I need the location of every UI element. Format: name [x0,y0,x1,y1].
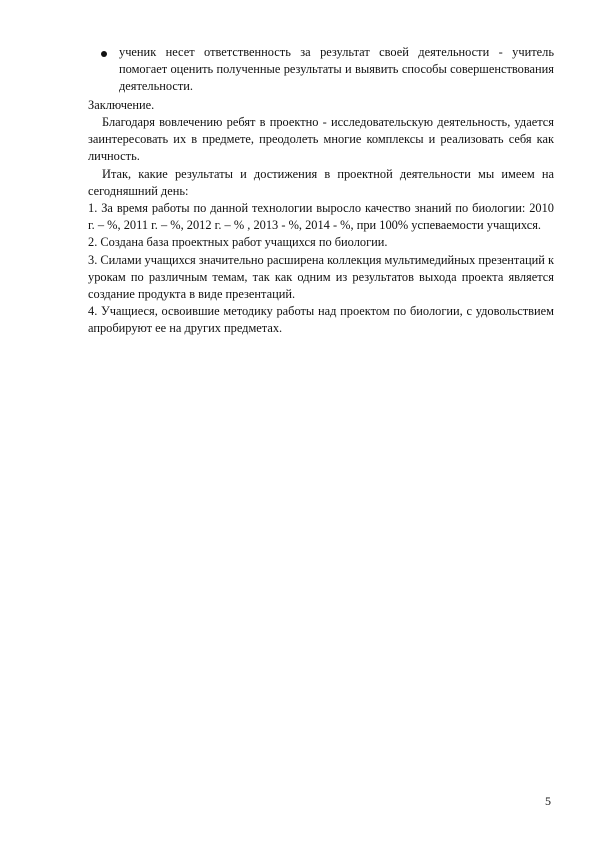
page-number: 5 [545,794,551,808]
result-item-2: 2. Создана база проектных работ учащихся по биологии. [88,235,388,250]
result-item-3: 3. Силами учащихся значительно расширена коллекция мультимедийных презентаций к урокам по различным темам, так как одним из результатов выхода проекта является создание продукта в виде презентаций. [88,252,554,302]
bullet-list-item [88,44,554,96]
bullet-icon [101,51,107,57]
section-heading: Заключение. [88,98,155,112]
bullet-text: ученик несет ответственность за результат своей деятельности - учитель помогает оценить полученные результаты и выявить способы совершенствования деятельности. [119,45,554,94]
result-item-4: 4. Учащиеся, освоившие методику работы над проектом по биологии, с удовольствием апробируют ее на других предметах. [88,304,554,336]
result-item-1: 1. За время работы по данной технологии выросло качество знаний по биологии: 2010 г. – %, 2011 г. – %, 2012 г. – % , 2013 - %, 2014 - %, при 100% успеваемости учащихся. [88,201,554,233]
main-text [88,114,554,338]
paragraph-intro: Благодаря вовлечению ребят в проектно - исследовательскую деятельность, удается заинтересовать их в предмете, преодолеть многие комплексы и реализовать себя как личность. [88,115,554,164]
paragraph-results-question: Итак, какие результаты и достижения в проектной деятельности мы имеем на сегодняшний день: [88,166,554,198]
